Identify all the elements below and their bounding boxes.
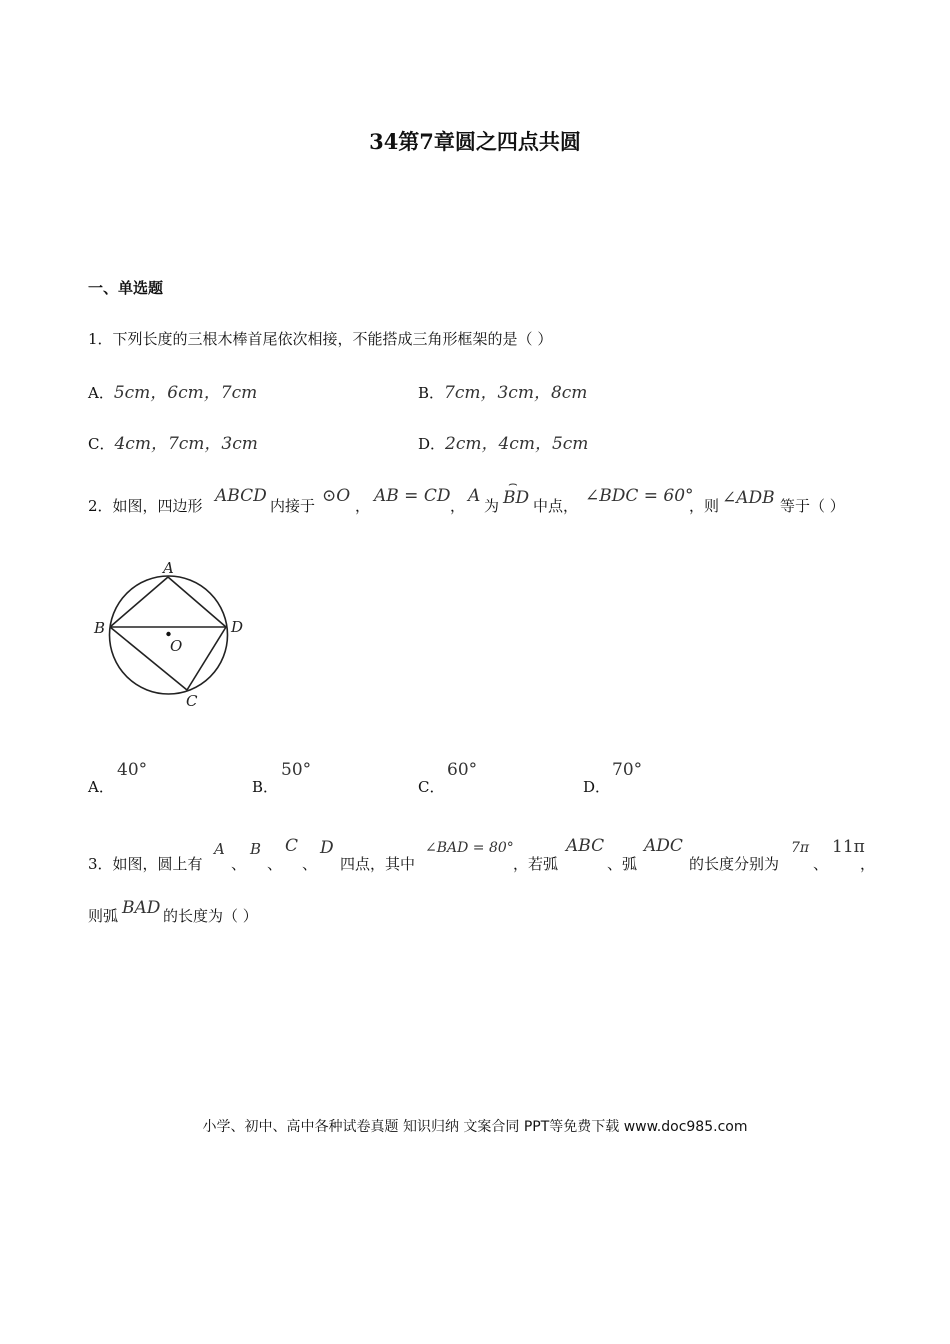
q1-option-c <box>88 429 258 454</box>
q3-line2-a: 则弧 <box>88 907 119 925</box>
q3-sep4: 、 <box>813 855 829 873</box>
q3-point-d: D <box>320 838 334 858</box>
q3-point-c: C <box>285 836 299 856</box>
q2-m7: ∠ADB <box>722 488 775 508</box>
q2-p5: 为 <box>484 497 500 515</box>
center-point <box>166 632 170 636</box>
q2-p2: 内接于 <box>270 497 316 515</box>
label-o: O <box>170 637 183 655</box>
q3-p6: ， <box>860 855 876 873</box>
label-a: A <box>163 559 174 577</box>
option-value: 7cm，3cm，8cm <box>444 383 588 403</box>
q2-p6: 中点， <box>533 497 579 515</box>
option-label: A． <box>88 384 114 402</box>
label-d: D <box>231 618 244 636</box>
q1-option-b <box>418 378 587 403</box>
q2-option-a-label: A． <box>88 778 114 796</box>
label-c: C <box>186 692 198 710</box>
q3-m2: ABC <box>566 836 605 856</box>
q3-m1: ∠BAD = 80° <box>425 840 514 856</box>
q3-m3: ADC <box>644 836 683 856</box>
q3-sep2: 、 <box>267 855 283 873</box>
q3-p1: 3．如图，圆上有 <box>88 855 203 873</box>
page-footer: 小学、初中、高中各种试卷真题 知识归纳 文案合同 PPT等免费下载 www.doc985.com <box>202 1119 748 1135</box>
q3-point-b: B <box>250 840 262 858</box>
q2-m2: ⊙O <box>322 486 351 506</box>
q2-p1: 2．如图，四边形 <box>88 497 203 515</box>
q3-sep3: 、 <box>302 855 318 873</box>
option-value: 5cm，6cm，7cm <box>113 383 258 403</box>
q2-p3: ， <box>355 497 371 515</box>
section-heading: 一、单选题 <box>88 279 164 297</box>
circle-quadrilateral-figure <box>88 555 263 715</box>
q3-sep1: 、 <box>231 855 247 873</box>
q1-option-d <box>418 429 588 454</box>
q3-m4: 7π <box>791 840 810 856</box>
label-b: B <box>94 619 106 637</box>
q2-option-b-label: B． <box>252 778 279 796</box>
q2-p4: ， <box>450 497 466 515</box>
option-label: D． <box>418 435 446 453</box>
q2-option-b-value: 50° <box>281 760 312 780</box>
q3-p5: 的长度分别为 <box>689 855 780 873</box>
option-label: B． <box>418 384 445 402</box>
q1-stem: 1．下列长度的三根木棒首尾依次相接，不能搭成三角形框架的是（ ） <box>88 330 553 348</box>
q3-line2-b: 的长度为（ ） <box>163 907 258 925</box>
q2-arc-mark: ⌢ <box>508 474 518 492</box>
q2-option-c-value: 60° <box>447 760 478 780</box>
q2-option-d-value: 70° <box>612 760 643 780</box>
q2-m6: ∠BDC = 60° <box>585 486 694 506</box>
q2-m4: A <box>468 486 481 506</box>
q2-m5: BD <box>503 488 530 508</box>
q2-option-c-label: C． <box>418 778 445 796</box>
page-title: 34第7章圆之四点共圆 <box>369 129 581 154</box>
q3-p2: 四点，其中 <box>340 855 416 873</box>
option-value: 2cm，4cm，5cm <box>445 434 589 454</box>
q3-p3: ，若弧 <box>513 855 559 873</box>
q2-p8: 等于（ ） <box>780 497 845 515</box>
q2-m1: ABCD <box>215 486 267 506</box>
option-label: C． <box>88 435 115 453</box>
q3-p4: 、弧 <box>607 855 638 873</box>
q1-option-a <box>88 378 257 403</box>
q2-option-d-label: D． <box>583 778 611 796</box>
option-value: 4cm，7cm，3cm <box>114 434 258 454</box>
q2-m3: AB = CD <box>374 486 451 506</box>
q2-p7: ，则 <box>689 497 720 515</box>
q3-m5: 11π <box>832 837 865 857</box>
q2-option-a-value: 40° <box>117 760 148 780</box>
q3-m6: BAD <box>122 898 161 918</box>
q3-point-a: A <box>214 840 225 858</box>
